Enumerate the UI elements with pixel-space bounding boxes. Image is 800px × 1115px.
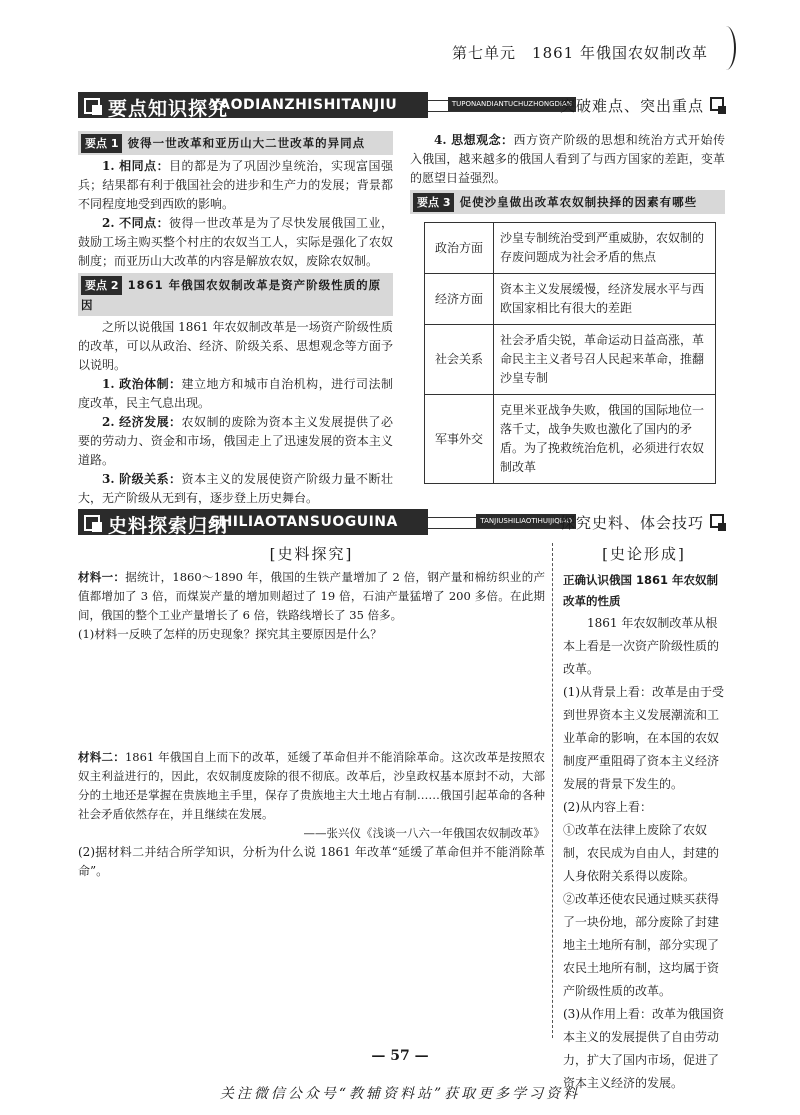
section-header-dark-band [78,509,428,535]
material-label: 材料二： [78,750,125,764]
conclusion-line: ①改革在法律上废除了农奴制，农民成为自由人，封建的人身依附关系得以废除。 [563,823,720,883]
section-pinyin: SHILIAOTANSUOGUINA [210,514,398,530]
square-icon [718,523,726,531]
section-header-key-points [78,92,726,118]
material-source: ——张兴仪《浅谈一八六一年俄国农奴制改革》 [303,826,545,840]
table-cell-content: 沙皇专制统治受到严重威胁，农奴制的存废问题成为社会矛盾的焦点 [494,223,716,274]
paragraph-text: 资本主义的发展使资产阶级力量不断壮大，无产阶级从无到有，逐步登上历史舞台。 [78,472,393,505]
table-row [425,223,716,274]
paragraph-text: 西方资产阶级的思想和统治方式开始传入俄国，越来越多的俄国人看到了与西方国家的差距，变革的愿望日益强烈。 [410,133,725,185]
point-title: 促使沙皇做出改革农奴制抉择的因素有哪些 [459,195,698,209]
point3-heading [410,190,725,214]
column-divider [552,543,553,1038]
source-materials-panel [78,543,545,881]
page-curve-decoration [716,26,736,70]
paragraph-heading: 1. 相同点： [102,159,170,173]
page-number: — 57 — [371,1048,429,1064]
point2-continued [410,131,725,188]
factors-table [424,222,716,484]
point-label: 要点 2 [81,276,122,295]
section-slogan: 突破难点、突出重点 [559,97,704,115]
section-header-rule [428,517,576,529]
conclusion-line: (3)从作用上看：改革为俄国资本主义的发展提供了自由劳动力，扩大了国内市场，促进了资本主义经济的发展。 [563,1007,724,1090]
paragraph-heading: 3. 阶级关系： [102,472,182,486]
point1-body [78,157,393,271]
material-label: 材料一： [78,570,126,584]
table-row [425,325,716,395]
conclusion-line: (2)从内容上看： [563,800,652,814]
question-two: (2)据材料二并结合所学知识，分析为什么说 1861 年改革“延缓了革命但并不能消除革命”。 [78,845,545,878]
material-text: 1861 年俄国自上而下的改革，延缓了革命但并不能消除革命。这次改革是按照农奴主利益进行的，因此，农奴制度废除的很不彻底。改革后，沙皇政权基本原封不动，大部分的土地还是掌握在贵族地主手里，保存了贵族地主大土地占有制……俄国引起革命的各种社会矛盾依然存在，并且继续在发展。 [78,750,546,821]
paragraph-heading: 2. 经济发展： [102,415,182,429]
frame-title: [史论形成] [602,545,686,563]
left-column [78,131,393,508]
table-cell-aspect: 社会关系 [425,325,494,395]
material-text: 据统计，1860～1890 年，俄国的生铁产量增加了 2 倍，钢产量和棉纺织业的产值都增加了 3 倍，而煤炭产量的增加则超过了 19 倍，石油产量猛增了 200 多倍。在此期间，俄国的整个工业产量增长了 6 倍，铁路线增长了 35 倍多。 [78,570,545,622]
paragraph-text: 彼得一世改革是为了尽快发展俄国工业，鼓励工场主购买整个村庄的农奴当工人，实际是强化了农奴制度；而亚历山大改革的内容是解放农奴，废除农奴制。 [78,216,393,268]
frame-title: [史料探究] [269,545,354,563]
table-cell-aspect: 经济方面 [425,274,494,325]
point2-heading [78,273,393,316]
point-title: 彼得一世改革和亚历山大二世改革的异同点 [127,136,366,150]
conclusion-panel [563,543,725,1095]
conclusion-body [563,612,725,1095]
point-title: 1861 年俄国农奴制改革是资产阶级性质的原因 [81,278,382,312]
question-one: (1)材料一反映了怎样的历史现象？探究其主要原因是什么？ [78,627,382,641]
point2-body [78,318,393,508]
section-slogan: 探究史料、体会技巧 [559,514,704,532]
paragraph-heading: 1. 政治体制： [102,377,182,391]
point-label: 要点 1 [81,134,122,153]
paragraph-heading: 4. 思想观念： [434,133,514,147]
section-tag: TANJIUSHILIAOTIHUIJIQIAO [476,514,576,528]
paragraph-heading: 2. 不同点： [102,216,170,230]
conclusion-line: 1861 年农奴制改革从根本上看是一次资产阶级性质的改革。 [563,616,720,676]
table-cell-aspect: 政治方面 [425,223,494,274]
section-header-source-materials [78,509,726,535]
square-icon [92,105,102,115]
section-title: 要点知识探究 [108,98,229,120]
paragraph-text: 之所以说俄国 1861 年农奴制改革是一场资产阶级性质的改革，可以从政治、经济、阶级关系、思想观念等方面予以说明。 [78,320,393,372]
table-cell-content: 资本主义发展缓慢，经济发展水平与西欧国家相比有很大的差距 [494,274,716,325]
square-icon [718,106,726,114]
section-pinyin: YAODIANZHISHITANJIU [210,97,398,113]
conclusion-line: ②改革还使农民通过赎买获得了一块份地，部分废除了封建地主土地所有制，部分实现了农民土地所有制，这均属于资产阶级性质的改革。 [563,892,720,998]
material-one [78,568,545,625]
conclusion-heading: 正确认识俄国 1861 年农奴制改革的性质 [563,573,719,608]
material-two [78,748,545,824]
point1-heading [78,131,393,155]
paragraph-text: 建立地方和城市自治机构，进行司法制度改革，民主气息出现。 [78,377,393,410]
conclusion-line: (1)从背景上看：改革是由于受到世界资本主义发展潮流和工业革命的影响，在本国的农奴制度严重阻碍了资本主义经济发展的背景下发生的。 [563,685,724,791]
section-tag: TUPONANDIANTUCHUZHONGDIAN [448,97,576,111]
paragraph-text: 目的都是为了巩固沙皇统治，实现富国强兵；结果都有利于俄国社会的进步和生产力的发展；背景都不同程度地受到西欧的影响。 [78,159,393,211]
table-row [425,395,716,484]
section-header-rule [428,100,576,112]
right-column [410,131,725,484]
square-icon [92,522,102,532]
table-cell-aspect: 军事外交 [425,395,494,484]
unit-title: 第七单元 1861 年俄国农奴制改革 [452,44,708,62]
section-title: 史料探索归纳 [108,515,229,537]
section-header-dark-band [78,92,428,118]
point-label: 要点 3 [413,193,454,212]
table-cell-content: 克里米亚战争失败，俄国的国际地位一落千丈，战争失败也激化了国内的矛盾。为了挽救统治危机，必须进行农奴制改革 [494,395,716,484]
paragraph-text: 农奴制的废除为资本主义发展提供了必要的劳动力、资金和市场，俄国走上了迅速发展的资本主义道路。 [78,415,393,467]
table-row [425,274,716,325]
table-cell-content: 社会矛盾尖锐，革命运动日益高涨，革命民主主义者号召人民起来革命，推翻沙皇专制 [494,325,716,395]
footer-note: 关注微信公众号“教辅资料站”获取更多学习资料 [219,1086,581,1102]
